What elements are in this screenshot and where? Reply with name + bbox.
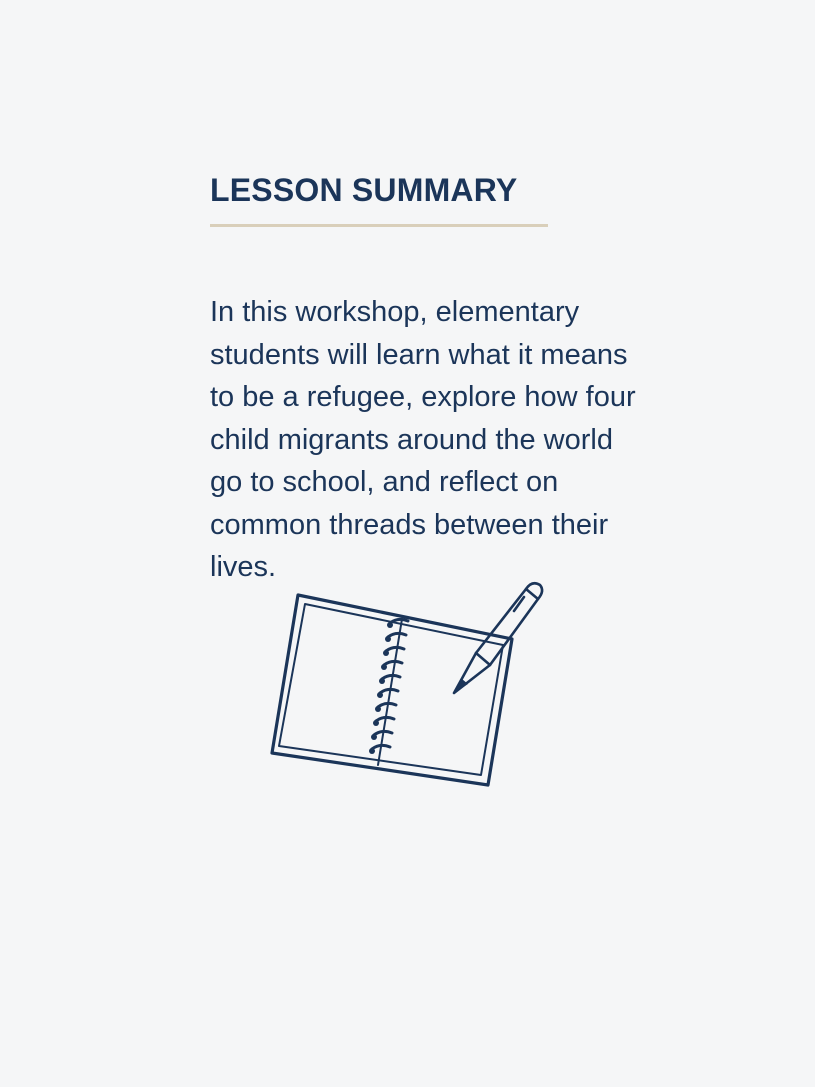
lesson-summary-text: In this workshop, elementary students will learn what it means to be a refugee, explore how four child migrants around the world go to school, and reflect on common threads between their lives. (210, 296, 636, 583)
page-title: LESSON SUMMARY (210, 172, 518, 208)
title-divider (210, 224, 548, 227)
notebook-pen-icon (262, 575, 552, 795)
